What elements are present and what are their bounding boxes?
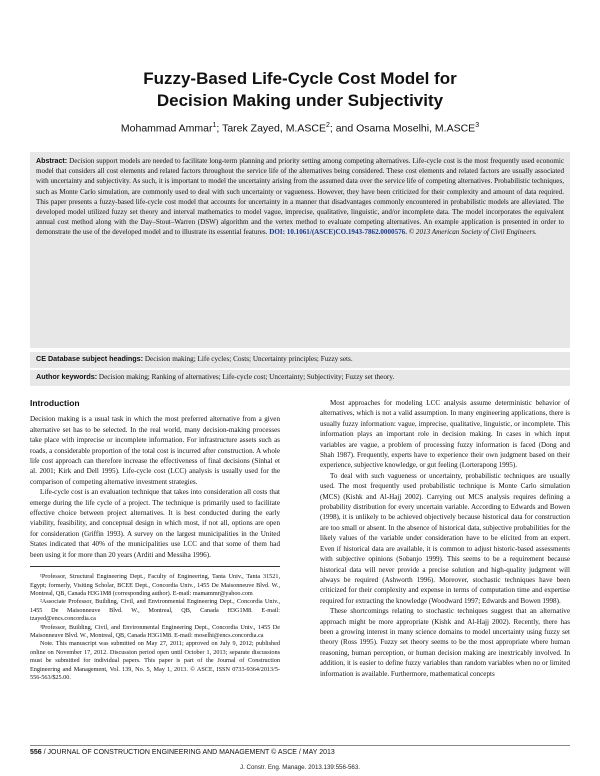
footnote-3: ³Professor, Building, Civil, and Environmental Engineering Dept., Concordia Univ., 1455 De Maisonneuve Blvd. W., Montreal, QB, Canada H3G1M8. E-mail: moselhi@encs.concordia.ca	[30, 623, 280, 639]
journal-footer: / JOURNAL OF CONSTRUCTION ENGINEERING AND MANAGEMENT © ASCE / MAY 2013	[41, 749, 335, 756]
author-keywords	[30, 370, 570, 386]
footnote-1: ¹Professor, Structural Engineering Dept., Faculty of Engineering, Tanta Univ., Tanta 31521, Egypt; formerly, Visiting Scholar, BCEE Dept., Concordia Univ., 1455 De Maisonneuve Blvd. W., Montreal, QB, Canada H3G1M8 (corresponding author). E-mail: mamammr@yahoo.com	[30, 573, 280, 597]
paper-title	[0, 68, 600, 112]
title-line-1: Fuzzy-Based Life-Cycle Cost Model for	[143, 69, 457, 88]
footnote-rule	[30, 566, 280, 567]
abstract-text	[36, 156, 564, 238]
right-paragraph-3: These shortcomings relating to stochastic techniques suggest that an alternative approach might be more appropriate (Kishk and Al-Hajj 2002). Recently, there has been a growing interest in many science domains to model uncertainty using fuzzy set theory (Ross 1995). Fuzzy set theory seems to be the most appropriate where human reasoning, human perception, or human decision making are inextricably involved. In addition, it is easier to define fuzzy variables than random variables when no or limited information is available. Furthermore, mathematical concepts	[320, 607, 570, 678]
ce-headings-text: Decision making; Life cycles; Costs; Uncertainty principles; Fuzzy sets.	[143, 355, 353, 363]
author-2-sup: 2	[325, 122, 330, 129]
ce-headings-label: CE Database subject headings:	[36, 354, 144, 363]
author-sep-1: ;	[216, 122, 223, 135]
intro-paragraph-2: Life-cycle cost is an evaluation technique that takes into consideration all costs that emerge during the life cycle of a project. The technique is primarily used to facilitate effective choice between project alternatives. It is best conducted during the early viability, feasibility, and conceptual design in which most, if not all, options are open for consideration (Griffin 1993). A survey on the largest municipalities in the United States indicated that 40% of the municipalities use LCC and that some of them had been using it for more than 20 years (Arditi and Messiha 1996).	[30, 488, 280, 559]
author-1: Mohammad Ammar	[120, 122, 213, 135]
introduction-heading: Introduction	[30, 398, 80, 408]
keywords-label: Author keywords:	[36, 372, 98, 381]
right-paragraph-2: To deal with such vagueness or uncertainty, probabilistic techniques are usually used. The most frequently used probabilistic technique is Monte Carlo simulation (MCS) (Kishk and Al-Hajj 2002). Carrying out MCS analysis requires defining a probability distribution for every uncertain variable. According to Edwards and Bowen (1998), it is unlikely to be achieved objectively because historical data for construction are too small or absent. In the absence of historical data, subjective probabilities for the likely values of the variable under consideration have to be elicited from an expert. Even if historical data are available, it is common to adjust historic-based assessments with subjective opinions (Sobanjo 1999). This seems to be a requirement because historical data will never provide a precise solution and high-quality judgment will always be required (Ashworth 1996). Moreover, stochastic techniques have been criticized for their complexity and expense in terms of computation time and expertise required for extracting the knowledge (Woodward 1997; Edwards and Bowen 1998).	[320, 471, 570, 605]
author-3-sup: 3	[475, 122, 480, 129]
abstract-box	[30, 152, 570, 348]
right-paragraph-1: Most approaches for modeling LCC analysis assume deterministic behavior of alternatives, which is not a valid assumption. In many engineering applications, there is usually fuzzy information: vague, imprecise, qualitative, linguistic, or incomplete. This information plays an important role in decision making. In cases in which input variables are vague, a problem of processing fuzzy information is faced (Dong and Shah 1987). Frequently, experts have to experience their own judgment based on their experience, subjective knowledge, or gut feeling (Lorterapong 1995).	[320, 399, 570, 470]
footnote-2: ²Associate Professor, Building, Civil, and Environmental Engineering Dept., Concordia Univ., 1455 De Maisonneuve Blvd. W., Montreal, QB, Canada H3G1M8. E-mail: tzayed@encs.concordia.ca	[30, 598, 280, 623]
author-1-sup: 1	[212, 122, 217, 129]
page-footer	[30, 745, 570, 756]
author-list	[0, 122, 600, 135]
author-3: Osama Moselhi, M.ASCE	[356, 122, 476, 135]
right-column	[320, 398, 570, 679]
doi-link[interactable]: DOI: 10.1061/(ASCE)CO.1943-7862.0000576.	[269, 228, 407, 237]
keywords-text: Decision making; Ranking of alternatives; Life-cycle cost; Uncertainty; Subjectivity; Fuzzy set theory.	[97, 373, 395, 381]
abstract-label: Abstract:	[36, 157, 68, 165]
manuscript-note: Note. This manuscript was submitted on May 27, 2011; approved on July 9, 2012; published online on November 17, 2012. Discussion period open until October 1, 2013; separate discussions must be submitted for individual papers. This paper is part of the Journal of Construction Engineering and Management, Vol. 139, No. 5, May 1, 2013. © ASCE, ISSN 0733-9364/2013/5-556-563/$25.00.	[30, 640, 280, 681]
intro-paragraph-1: Decision making is a usual task in which the most preferred alternative from a given alternative set has to be selected. In the real world, many decision-making processes take place with imprecise or incomplete information. For infrastructure assets such as roads, a considerable proportion of the total cost is incurred after construction. A whole life cost approach can therefore increase the effectiveness of final decisions (Sinhal et al. 2001; Kirk and Dell 1995). Life-cycle cost (LCC) analysis is usually used for the comparison of competing alternative investment strategies.	[30, 415, 280, 486]
page-number: 556	[30, 749, 42, 756]
copyright-notice: © 2013 American Society of Civil Engineers.	[407, 228, 537, 237]
title-line-2: Decision Making under Subjectivity	[156, 91, 444, 110]
ce-subject-headings	[30, 352, 570, 368]
author-2: Tarek Zayed, M.ASCE	[222, 122, 326, 135]
author-sep-2: ; and	[329, 122, 357, 135]
abstract-body: Decision support models are needed to facilitate long-term planning and priority setting among competing alternatives. Life-cycle cost is the most frequently used economic model that considers all cost elements and related factors throughout the service life of the alternatives being considered. These cost elements and related factors are usually associated with uncertainty and subjectivity. As such, it is important to model the uncertainty arising from the assumed data over the service life of competing alternatives. Probabilistic techniques, such as Monte Carlo simulation, are commonly used to deal with such uncertainty or vagueness. However, they have been criticized for their complexity and amount of data required. This paper presents a fuzzy-based life-cycle cost model that accounts for uncertainty in a manner that disadvantages commonly encountered in probabilistic models are alleviated. The developed model utilized fuzzy set theory and interval mathematics to model vague, imprecise, qualitative, linguistic, and/or incomplete data. The model incorporates the equivalent annual cost method along with the Day–Stout–Warren (DSW) algorithm and the vertex method to evaluate competing alternatives. An example application is presented in order to demonstrate the use of the developed model and to illustrate its essential features.	[36, 157, 564, 237]
citation-line: J. Constr. Eng. Manage. 2013.139:556-563.	[239, 764, 361, 771]
introduction-column	[30, 398, 280, 682]
